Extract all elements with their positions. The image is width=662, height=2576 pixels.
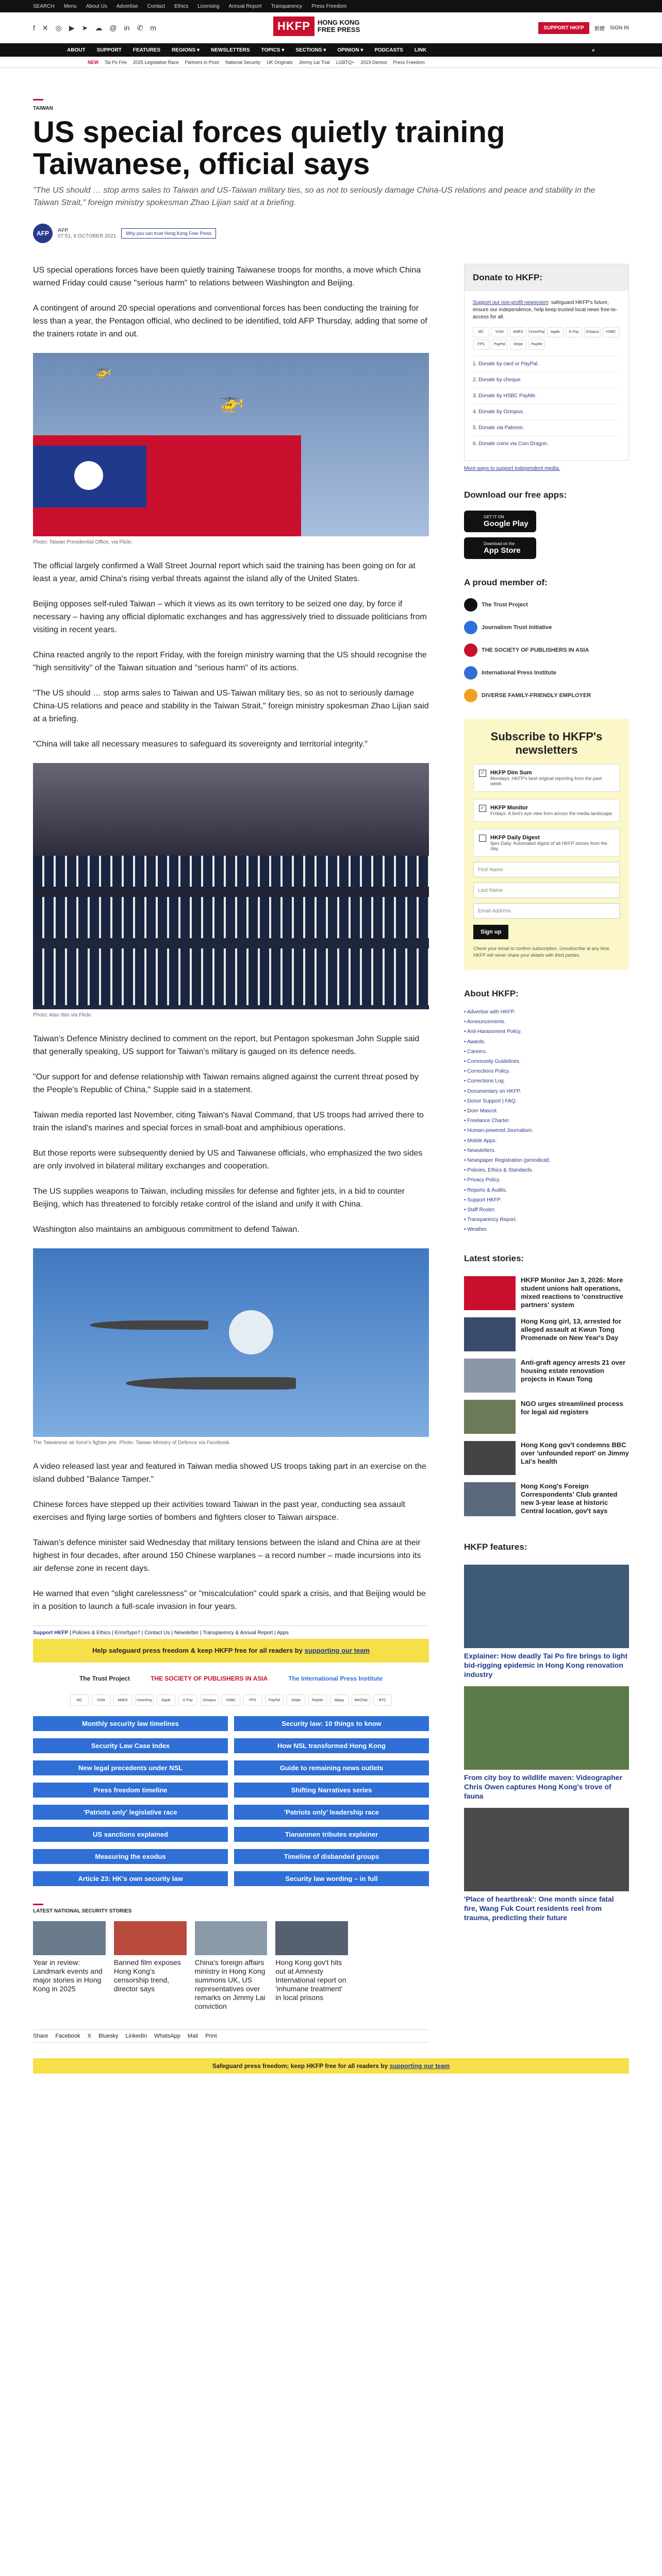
- fighter-jets-photo: [33, 1248, 429, 1437]
- story-thumbnail: [464, 1276, 516, 1310]
- paragraph: Beijing opposes self-ruled Taiwan – which it views as its own territory to be seized one day, by force if necessary – having any official diplomatic exchanges and has aggressively tried to dissuade politicians from visiting in recent years.: [33, 600, 427, 634]
- search-icon[interactable]: ⌕: [592, 47, 595, 53]
- trending-link[interactable]: Tai Po Fire: [105, 59, 127, 65]
- menu-link[interactable]: Menu: [63, 3, 77, 9]
- author-avatar: AFP: [33, 224, 53, 243]
- latest-ns-list: [33, 1921, 429, 2011]
- paragraph: But those reports were subsequently denied by US and Taiwanese officials, who emphasized the two sides are only involved in bilateral military exchanges and cooperation.: [33, 1149, 423, 1171]
- about-link[interactable]: • Community Guidelines.: [464, 1059, 521, 1065]
- payment-icon: VISA: [491, 327, 508, 337]
- about-link[interactable]: • Privacy Policy.: [464, 1177, 501, 1183]
- about-link[interactable]: • Staff Roster.: [464, 1207, 496, 1213]
- story-thumbnail: [464, 1441, 516, 1475]
- trending-link[interactable]: Jimmy Lai Trial: [299, 59, 330, 65]
- sidebar: [464, 264, 629, 2043]
- footer-link[interactable]: Policies & Ethics: [72, 1630, 111, 1636]
- newsletter-option[interactable]: HKFP Daily Digest 9pm Daily: Automated digest of all HKFP stories from the day.: [473, 829, 620, 857]
- donate-box: Donate to HKFP: Support our non-profit newsroom: safeguard HKFP's future, ensure our independence, help keep trusted local news free-to-access for all. MC VISA AMEX UnionPay Apple G Pay Octopus HSBC FPS PayPal Stripe PayMe 1. Donate by card or PayPal. 2. Donate by cheque. 3. Donate by HSBC PayMe. 4. Donate by Octopus. 5. Donate via Patreon. 6. Donate coins via Coin Dragon.: [464, 264, 629, 461]
- paragraph: US special operations forces have been quietly training Taiwanese troops for months, a move which China warned Friday could cause "serious harm" to relations between Washington and Beijing.: [33, 266, 421, 287]
- top-link[interactable]: Contact: [147, 3, 165, 9]
- paragraph: Taiwan media reported last November, citing Taiwan's Naval Command, that US troops had arrived there to train the island's marines and special forces in small-boat and amphibious operations.: [33, 1111, 424, 1132]
- feature-item[interactable]: Explainer: How deadly Tai Po fire brings to light bid-rigging epidemic in Hong Kong renovation industry: [464, 1565, 629, 1679]
- latest-story[interactable]: Hong Kong girl, 13, arrested for alleged assault at Kwun Tong Promenade on New Year's Day: [464, 1317, 629, 1351]
- top-link[interactable]: Press Freedom: [311, 3, 347, 9]
- footer-link[interactable]: Transparency & Annual Report: [203, 1630, 273, 1636]
- nav-item[interactable]: NEWSLETTERS: [210, 47, 250, 53]
- paragraph: Washington also maintains an ambiguous commitment to defend Taiwan.: [33, 1225, 300, 1234]
- top-link[interactable]: Ethics: [174, 3, 189, 9]
- ipi-icon: [464, 666, 477, 680]
- about-link[interactable]: • Awards.: [464, 1039, 486, 1045]
- latest-story[interactable]: Hong Kong gov't condemns BBC over 'unfounded report' on Jimmy Lai's health: [464, 1441, 629, 1475]
- member-logo[interactable]: Journalism Trust Initiative: [464, 620, 629, 635]
- payment-icon: Octopus: [200, 1694, 219, 1706]
- guide-button[interactable]: Security law wording – in full: [234, 1871, 429, 1886]
- latest-ns-item[interactable]: [356, 1921, 429, 2011]
- payment-icon: MC: [70, 1694, 89, 1706]
- first-name-input[interactable]: First Name: [473, 862, 620, 877]
- donate-option[interactable]: 3. Donate by HSBC PayMe.: [473, 388, 620, 404]
- checkbox-icon[interactable]: ✓: [479, 805, 486, 812]
- nav-item[interactable]: SUPPORT: [96, 47, 122, 53]
- donate-title: Donate to HKFP:: [465, 264, 628, 291]
- nav-item[interactable]: TOPICS ▾: [261, 47, 285, 53]
- story-title: Year in review: Landmark events and major stories in Hong Kong in 2025: [33, 1958, 103, 1993]
- latest-ns-item[interactable]: [195, 1921, 268, 2011]
- article-lede: "The US should … stop arms sales to Taiwan and US-Taiwan military ties, so as not to seriously damage China-US relations and peace and stability in the Taiwan Strait," foreign ministry spokesman Zhao Lijian said at a briefing.: [33, 186, 595, 207]
- donate-option[interactable]: 6. Donate coins via Coin Dragon.: [473, 436, 620, 452]
- national-security-guides: [33, 1716, 429, 1886]
- story-thumbnail: [195, 1921, 268, 1955]
- footer-link[interactable]: Contact Us: [144, 1630, 170, 1636]
- features-heading: HKFP features:: [464, 1541, 527, 1552]
- story-thumbnail: [464, 1400, 516, 1434]
- payment-icon: PayPal: [265, 1694, 284, 1706]
- youtube-icon[interactable]: ▶: [69, 23, 75, 32]
- linkedin-icon[interactable]: in: [124, 23, 130, 32]
- paragraph: A contingent of around 20 special operations and conventional forces has been conducting the training for less than a year, the Pentagon official, who declined to be identified, told AFP Thursday, adding that some of the trainers rotate in and out.: [33, 304, 427, 338]
- trust-project-logo[interactable]: The Trust Project: [79, 1675, 130, 1682]
- guide-button[interactable]: Article 23: HK's own security law: [33, 1871, 228, 1886]
- guide-button[interactable]: 'Patriots only' leadership race: [234, 1805, 429, 1820]
- latest-ns-item[interactable]: [33, 1921, 106, 2011]
- payment-icon: Alipay: [330, 1694, 349, 1706]
- guide-button[interactable]: Measuring the exodus: [33, 1849, 228, 1864]
- share-bluesky[interactable]: Bluesky: [98, 2033, 119, 2039]
- paragraph: He warned that even "slight carelessness" or "miscalculation" could spark a crisis, and that Beijing would be in a position to launch a full-scale invasion in four years.: [33, 1589, 426, 1611]
- story-thumbnail: [33, 1921, 106, 1955]
- payment-icon: AMEX: [510, 327, 526, 337]
- about-link[interactable]: • Doer Mascot.: [464, 1108, 498, 1114]
- trust-badge[interactable]: Why you can trust Hong Kong Free Press: [121, 228, 216, 239]
- donate-option[interactable]: 1. Donate by card or PayPal.: [473, 356, 620, 372]
- paragraph: The US supplies weapons to Taiwan, including missiles for defense and fighter jets, in a bid to counter Beijing, which has threatened to forcibly retake control of the island and unify it with China.: [33, 1187, 405, 1209]
- latest-story[interactable]: Anti-graft agency arrests 21 over housing estate renovation projects in Kwun Tong: [464, 1359, 629, 1393]
- share-linkedin[interactable]: LinkedIn: [125, 2033, 147, 2039]
- paragraph: "China will take all necessary measures to safeguard its sovereignty and territorial integrity.": [33, 740, 368, 749]
- payment-icon: Stripe: [287, 1694, 305, 1706]
- about-link[interactable]: • Reports & Audits.: [464, 1187, 507, 1193]
- byline: [33, 224, 629, 243]
- member-logo[interactable]: THE SOCIETY OF PUBLISHERS IN ASIA: [464, 642, 629, 658]
- nav-item[interactable]: OPINION ▾: [337, 47, 363, 53]
- latest-heading: Latest stories:: [464, 1253, 524, 1263]
- share-bar: [33, 2029, 429, 2043]
- share-whatsapp[interactable]: WhatsApp: [154, 2033, 180, 2039]
- trending-link[interactable]: 2019 Demos: [360, 59, 387, 65]
- nav-item[interactable]: SECTIONS ▾: [295, 47, 326, 53]
- member-logo[interactable]: International Press Institute: [464, 665, 629, 681]
- newsletter-box: [464, 719, 629, 970]
- nav-item[interactable]: ABOUT: [67, 47, 86, 53]
- trending-link[interactable]: Partners in Prize: [185, 59, 220, 65]
- latest-story[interactable]: HKFP Monitor Jan 3, 2026: More student unions halt operations, mixed reactions to 'constructive partners' system: [464, 1276, 629, 1310]
- paragraph: Chinese forces have stepped up their activities toward Taiwan in the past year, conducting sea assault exercises and flying large sorties of bombers and fighters closer to Taiwan airspace.: [33, 1500, 405, 1522]
- about-link[interactable]: • Mobile Apps.: [464, 1138, 497, 1144]
- about-link[interactable]: • Documentary on HKFP.: [464, 1088, 521, 1094]
- payment-icon: FPS: [243, 1694, 262, 1706]
- footer-link[interactable]: Apps: [277, 1630, 289, 1636]
- payment-icon: MC: [473, 327, 489, 337]
- story-title: Hong Kong gov't hits out at Amnesty International report on 'inhumane treatment' in local prisons: [275, 1958, 346, 2002]
- donate-option[interactable]: 4. Donate by Octopus.: [473, 404, 620, 420]
- paragraph: A video released last year and featured in Taiwan media showed US troops taking part in an exercise on the island dubbed "Balance Tamper.": [33, 1462, 426, 1484]
- newsletter-option[interactable]: ✓ HKFP Dim Sum Mondays: HKFP's best original reporting from the past week.: [473, 764, 620, 792]
- family-friendly-icon: [464, 689, 477, 702]
- guide-button[interactable]: New legal precedents under NSL: [33, 1760, 228, 1775]
- payment-icon: Apple: [157, 1694, 175, 1706]
- x-icon[interactable]: ✕: [42, 23, 48, 32]
- sopa-logo[interactable]: THE SOCIETY OF PUBLISHERS IN ASIA: [150, 1675, 268, 1682]
- story-thumbnail: [464, 1359, 516, 1393]
- nav-item[interactable]: REGIONS ▾: [172, 47, 200, 53]
- taiwan-flag-photo: 🚁 🚁: [33, 353, 429, 536]
- support-banner: Help safeguard press freedom & keep HKFP free for all readers by supporting our team: [33, 1639, 429, 1663]
- photo-caption: Photo: Alan Wei via Flickr.: [33, 1012, 93, 1018]
- guide-button[interactable]: Timeline of disbanded groups: [234, 1849, 429, 1864]
- feature-item[interactable]: 'Place of heartbreak': One month since fatal fire, Wang Fuk Court residents reel from trauma, predicting their future: [464, 1808, 629, 1922]
- payment-icon: UnionPay: [528, 327, 545, 337]
- top-link[interactable]: Advertise: [116, 3, 138, 9]
- trending-bar: [0, 57, 662, 68]
- payment-icon: WeChat: [352, 1694, 370, 1706]
- donate-cards: [473, 327, 620, 350]
- footer-link[interactable]: Newsletter: [174, 1630, 199, 1636]
- telegram-icon[interactable]: ➤: [81, 23, 88, 32]
- trending-link[interactable]: LGBTQ+: [336, 59, 355, 65]
- nav-item[interactable]: LINK: [414, 47, 427, 53]
- about-link[interactable]: • Weather.: [464, 1227, 488, 1233]
- bluesky-icon[interactable]: ☁: [95, 23, 103, 32]
- newsletter-fine-print: Check your email to confirm subscription. Unsubscribe at any time. HKFP will never share your details with third parties.: [473, 946, 611, 958]
- story-thumbnail: [464, 1482, 516, 1516]
- payment-icon: UnionPay: [135, 1694, 154, 1706]
- guide-button[interactable]: Guide to remaining news outlets: [234, 1760, 429, 1775]
- payment-icons: [33, 1694, 429, 1706]
- payment-icon: PayMe: [308, 1694, 327, 1706]
- payment-icon: HSBC: [222, 1694, 240, 1706]
- bottom-support-bar: Safeguard press freedom; keep HKFP free for all readers by supporting our team: [33, 2058, 629, 2074]
- donate-link[interactable]: Support our non-profit newsroom: [473, 300, 549, 306]
- facebook-icon[interactable]: f: [33, 23, 35, 32]
- last-name-input[interactable]: Last Name: [473, 883, 620, 898]
- paragraph: "The US should … stop arms sales to Taiwan and US-Taiwan military ties, so as not to seriously damage China-US relations and peace and stability in the Taiwan Strait," foreign ministry spokesman Zhao Lijian said at a briefing.: [33, 689, 429, 723]
- article-body: [33, 264, 429, 2043]
- site-logo[interactable]: [273, 16, 360, 36]
- newsletter-title: Subscribe to HKFP's newsletters: [490, 730, 603, 756]
- search-link[interactable]: SEARCH: [33, 3, 55, 9]
- top-link[interactable]: Licensing: [197, 3, 220, 9]
- instagram-icon[interactable]: ◎: [55, 23, 62, 32]
- story-thumbnail: [275, 1921, 348, 1955]
- about-link[interactable]: • Announcements.: [464, 1019, 506, 1025]
- logo-text: HONG KONG FREE PRESS: [317, 19, 360, 33]
- story-thumbnail: [356, 1921, 429, 1955]
- military-parade-photo: [33, 763, 429, 1009]
- payment-icon: BTC: [373, 1694, 392, 1706]
- guide-button[interactable]: How NSL transformed Hong Kong: [234, 1738, 429, 1753]
- threads-icon[interactable]: @: [109, 23, 117, 32]
- partner-logos: [33, 1675, 429, 1682]
- trust-project-icon: [464, 598, 477, 612]
- nav-item[interactable]: PODCASTS: [374, 47, 403, 53]
- about-list: [464, 1007, 629, 1235]
- newsletter-option[interactable]: ✓ HKFP Monitor Fridays: A bird's eye view from across the media landscape.: [473, 799, 620, 822]
- photo-caption: The Taiwanese air force's fighter jets. Photo: Taiwan Ministry of Defence via Facebook.: [33, 1440, 231, 1446]
- guide-button[interactable]: Shifting Narratives series: [234, 1783, 429, 1798]
- share-x[interactable]: X: [87, 2033, 92, 2039]
- trending-link[interactable]: National Security: [225, 59, 261, 65]
- logo-mark: HKFP: [273, 16, 315, 36]
- about-link[interactable]: • Careers.: [464, 1048, 487, 1055]
- share-mail[interactable]: Mail: [187, 2033, 198, 2039]
- payment-icon: Octopus: [584, 327, 601, 337]
- google-play-button[interactable]: GET IT ON Google Play: [464, 511, 536, 532]
- paragraph: The official largely confirmed a Wall Street Journal report which said the training has been going on for at least a year, amid China's rising verbal threats against the island ally of the United States.: [33, 562, 416, 583]
- footer-link[interactable]: Error/typo?: [114, 1630, 141, 1636]
- app-store-button[interactable]: Download on the App Store: [464, 537, 536, 559]
- latest-ns-item[interactable]: [114, 1921, 187, 2011]
- latest-story[interactable]: NGO urges streamlined process for legal aid registers: [464, 1400, 629, 1434]
- guide-button[interactable]: Security Law Case Index: [33, 1738, 228, 1753]
- sign-in-link[interactable]: SIGN IN: [609, 25, 629, 31]
- guide-button[interactable]: Monthly security law timelines: [33, 1716, 228, 1731]
- guide-button[interactable]: Press freedom timeline: [33, 1783, 228, 1798]
- guide-button[interactable]: Security law: 10 things to know: [234, 1716, 429, 1731]
- share-facebook[interactable]: Facebook: [55, 2033, 80, 2039]
- member-heading: A proud member of:: [464, 578, 548, 587]
- about-link[interactable]: • Freelance Charter.: [464, 1118, 510, 1124]
- bottom-support-link[interactable]: supporting our team: [389, 2062, 450, 2070]
- author-name[interactable]: AFP: [58, 228, 68, 233]
- feature-image: [464, 1686, 629, 1770]
- feature-image: [464, 1808, 629, 1891]
- social-icons: [33, 24, 156, 32]
- story-thumbnail: [464, 1317, 516, 1351]
- language-link[interactable]: 繁體: [594, 26, 605, 32]
- story-title: Banned film exposes Hong Kong's censorship trend, director says: [113, 1958, 181, 1993]
- about-link[interactable]: • Corrections Policy.: [464, 1069, 510, 1075]
- about-link[interactable]: • Corrections Log.: [464, 1078, 505, 1084]
- main-nav: [0, 43, 662, 57]
- payment-icon: HSBC: [603, 327, 619, 337]
- donate-option[interactable]: 2. Donate by cheque.: [473, 372, 620, 388]
- latest-stories: [464, 1276, 629, 1516]
- top-link[interactable]: Transparency: [271, 3, 303, 9]
- support-link[interactable]: Support HKFP: [33, 1630, 69, 1636]
- payment-icon: PayPal: [491, 340, 508, 350]
- signup-button[interactable]: Sign up: [473, 925, 508, 939]
- payment-icon: Apple: [547, 327, 564, 337]
- payment-icon: AMEX: [113, 1694, 132, 1706]
- latest-story[interactable]: Hong Kong's Foreign Correspondents' Club granted new 3-year lease at historic Central location, gov't says: [464, 1482, 629, 1516]
- about-link[interactable]: • Transparency Report.: [464, 1217, 517, 1223]
- guide-button[interactable]: 'Patriots only' legislative race: [33, 1805, 228, 1820]
- payment-icon: Stripe: [510, 340, 526, 350]
- about-link[interactable]: • Support HKFP.: [464, 1197, 502, 1203]
- whatsapp-icon[interactable]: ✆: [137, 23, 143, 32]
- payment-icon: G Pay: [566, 327, 582, 337]
- trending-link[interactable]: UK Originals: [267, 59, 293, 65]
- member-logos: [464, 597, 629, 703]
- top-link[interactable]: Annual Report: [228, 3, 262, 9]
- sopa-icon: [464, 643, 477, 657]
- feature-item[interactable]: From city boy to wildlife maven: Videographer Chris Owen captures Hong Kong's trove of fauna: [464, 1686, 629, 1801]
- latest-ns-item[interactable]: [275, 1921, 348, 2011]
- jti-icon: [464, 621, 477, 634]
- support-links: Support HKFP | Policies & Ethics | Error/typo? | Contact Us | Newsletter | Transparency & Annual Report | Apps: [33, 1625, 429, 1636]
- payment-icon: FPS: [473, 340, 489, 350]
- ipi-logo[interactable]: The International Press Institute: [288, 1675, 383, 1682]
- guide-button[interactable]: Tiananmen tributes explainer: [234, 1827, 429, 1842]
- member-logo[interactable]: The Trust Project: [464, 597, 629, 613]
- checkbox-icon[interactable]: ✓: [479, 770, 486, 777]
- publish-date: 07:51, 8 OCTOBER 2021: [58, 233, 117, 239]
- donate-options: [473, 356, 620, 452]
- about-heading: About HKFP:: [464, 989, 519, 998]
- support-button[interactable]: SUPPORT HKFP: [538, 22, 589, 34]
- nav-item[interactable]: FEATURES: [133, 47, 161, 53]
- article-title: US special forces quietly training Taiwanese, official says: [33, 115, 505, 181]
- feature-image: [464, 1565, 629, 1648]
- site-header: [0, 12, 662, 43]
- story-title: China's foreign affairs ministry in Hong Kong summons UK, US representatives over remarks on Jimmy Lai conviction: [194, 1958, 266, 2010]
- about-link[interactable]: • Newsletters.: [464, 1147, 496, 1154]
- payment-icon: PayMe: [528, 340, 545, 350]
- article-category[interactable]: TAIWAN: [33, 99, 629, 111]
- support-team-link[interactable]: supporting our team: [304, 1647, 370, 1654]
- about-link[interactable]: • Donor Support | FAQ.: [464, 1098, 517, 1104]
- trending-link[interactable]: Press Freedom: [393, 59, 425, 65]
- about-link[interactable]: • Policies, Ethics & Standards.: [464, 1167, 534, 1174]
- about-link[interactable]: • Newspaper Registration (periodical).: [464, 1158, 551, 1164]
- member-logo[interactable]: DIVERSE FAMILY-FRIENDLY EMPLOYER: [464, 688, 629, 703]
- donate-option[interactable]: 5. Donate via Patreon.: [473, 420, 620, 436]
- paragraph: Taiwan's defence minister said Wednesday that military tensions between the island and China are at their highest in four decades, after around 150 Chinese warplanes – a record number – made incursions into its air defense zone in recent days.: [33, 1538, 421, 1573]
- email-input[interactable]: Email Address: [473, 903, 620, 919]
- paragraph: "Our support for and defense relationship with Taiwan remains aligned against the current threat posed by the People's Republic of China," Supple said in a statement.: [33, 1073, 419, 1094]
- about-link[interactable]: • Advertise with HKFP.: [464, 1009, 515, 1015]
- latest-ns-heading: LATEST NATIONAL SECURITY STORIES: [33, 1904, 429, 1914]
- paragraph: China reacted angrily to the report Friday, with the foreign ministry warning that the US should recognise the "high sensitivity" of the Taiwan situation and "serious harm" of its actions.: [33, 651, 427, 672]
- about-link[interactable]: • Anti-Harassment Policy.: [464, 1029, 522, 1035]
- story-thumbnail: [114, 1921, 187, 1955]
- mastodon-icon[interactable]: m: [150, 23, 156, 32]
- photo-caption: Photo: Taiwan Presidential Office, via Flickr.: [33, 539, 133, 545]
- payment-icon: G Pay: [178, 1694, 197, 1706]
- apps-heading: Download our free apps:: [464, 490, 567, 500]
- new-badge: NEW: [88, 59, 98, 65]
- trending-link[interactable]: 2025 Legislative Race: [133, 59, 179, 65]
- checkbox-icon[interactable]: [479, 835, 486, 842]
- guide-button[interactable]: US sanctions explained: [33, 1827, 228, 1842]
- more-ways-link[interactable]: More ways to support independent media.: [464, 466, 560, 471]
- payment-icon: VISA: [92, 1694, 110, 1706]
- share-print[interactable]: Print: [205, 2033, 217, 2039]
- top-link[interactable]: About Us: [86, 3, 107, 9]
- top-bar: [0, 0, 662, 12]
- about-link[interactable]: • Human-powered Journalism.: [464, 1128, 534, 1134]
- share-label: Share: [33, 2033, 48, 2039]
- paragraph: Taiwan's Defence Ministry declined to comment on the report, but Pentagon spokesman John Supple said that generally speaking, US support for Taiwan's military is gauged on its defence needs.: [33, 1035, 420, 1056]
